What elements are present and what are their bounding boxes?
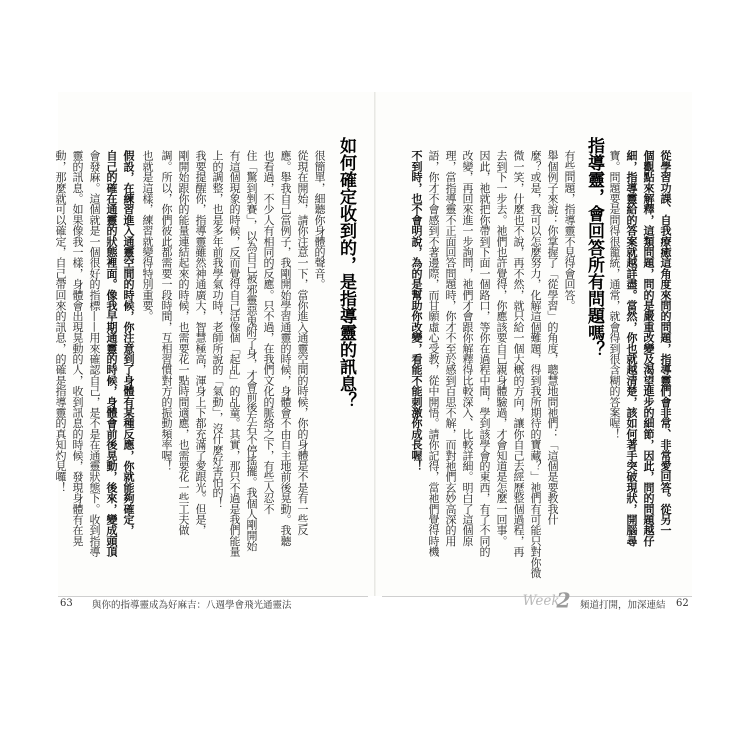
left-text-column: 應。舉我自己當例子，我剛開始學習通靈的時候，身體會不由自主地前後晃動。我聽 [279,150,292,546]
left-text-column: 也就是這樣，練習就變得特別重要。 [141,150,154,322]
right-text-column: 麼？或是，我可以怎麼努力，化解這個難題，得到我所期待的寶藏？」祂們有可能只對你微 [529,150,542,579]
right-text-column: 理，當指導靈不正面回答問題時，你才不至於感到百思不解，而對祂們玄妙高深的用 [444,150,457,546]
left-text-column: 剛開始跟你的能量連結起來的時候，也需要花一點時間適應，也需要花一些工夫做 [177,150,190,536]
right-text-column: 舉個例子來說：你掌握了「從學習」的角度，聰慧地問祂們：「這個是要教我什 [546,150,559,525]
right-text-column: 有些問題，指導靈不見得會回答。 [563,150,576,311]
right-text-column: 從學習功課、自我療癒這角度來問的問題，指導靈們會非常、非常愛回答。從另一 [659,150,672,536]
page-gutter [374,92,376,596]
week-number: 2 [556,589,571,611]
week-chapter-mark [518,589,578,611]
left-section-heading: 如何確定收到的，是指導靈的訊息？ [336,137,356,409]
right-text-column: 改變，再回來進一步詢問，祂們才會跟你解釋得比較深入、比較詳細。明白了這個原 [461,150,474,546]
right-text-column: 個觀點來解釋，這類問題，問的是嚴重改變及渴望進步的細節，因此，問的問題越仔 [642,150,655,546]
left-text-column: 自己的確在通靈的狀態裡面。像我早期通靈的時候，身體會前後晃動，後來，變成頭頂 [105,150,118,557]
right-section-heading: 指導靈，會回答所有問題嗎？ [584,137,604,358]
left-text-column: 有這個現象的時候，反而覺得自己活像個「起乩」的乩童。其實，那只不過是我們能量 [228,150,241,557]
right-text-column: 微一笑，什麼也不說，再不然，就只給一個大概的方向，讓你自己去經歷整個過程，再 [512,150,525,557]
left-running-title: 與你的指導靈成為好麻吉：八週學會飛光通靈法 [92,600,292,611]
right-text-column: 語，你才不會感到不著邊際，而甘願虛心受教，從中開悟。請你記得，當祂們覺得時機 [427,150,440,557]
left-text-column: 假設，在練習進入通靈空間的時候，你注意到了身體有某種反應，你就能夠確定， [122,150,135,536]
right-text-column: 因此，祂就把你帶到下面一個路口，等你在過程中間，學到該學會的東西，有了不同的 [478,150,491,557]
right-text-column: 寶。問題要是問得很籠統，通常，就會得到很含糊的答案喔！ [608,150,621,439]
left-text-column: 從現在開始，請你注意一下，當你進入通靈空間的時候，你的身體是不是有一些反 [296,150,309,536]
left-page-number: 63 [60,598,73,609]
left-text-column: 上的調整，也是多年前我學氣功時，老師所說的「氣動」，沒什麼好害怕的！ [211,150,224,509]
right-page-number: 62 [676,598,689,609]
left-text-column: 很簡單，細聽你身體的聲音。 [313,150,326,290]
right-text-column: 不到時，也不會明說，為的是幫助你改變，看能不能刺激你成長喔！ [410,150,423,472]
left-text-column: 會發麻。這個就是一個很好的指標——用來確認自己，是不是在通靈狀態下。收到指導 [88,150,101,557]
left-text-column: 動，那麼就可以確定，自己帶回來的訊息，的確是指導靈的真知灼見囉！ [54,150,67,493]
right-running-title: 頻道打開，加深連結 [580,600,666,611]
left-text-column: 我要提醒你，指導靈雖然神通廣大，智慧極高，渾身上下都充滿了愛跟光。但是， [194,150,207,536]
left-text-column: 也看過，不少人有相同的反應。只不過，在我們文化的脈絡之下，有些人忍不 [262,150,275,514]
left-text-column: 靈的訊息。如果像我一樣，身體會出現晃動的人，收到訊息的時候，發現身體有在晃 [71,150,84,546]
week-label: Week [522,593,560,610]
right-text-column: 細，指導靈給的答案就越詳盡。當然，你也就越清楚，該如何著手突破現狀，開腦尋 [625,150,638,546]
left-text-column: 住「驚到剉賽」，以為自己被邪靈惡鬼附了身，才會前後左右不停搖擺。我個人剛開始 [245,150,258,552]
right-text-column: 去到下一步去。祂們也許覺得，你應該要自己親身體驗過，才會知道是怎麼一回事。 [495,150,508,546]
left-text-column: 調。所以，你們彼此都需要一段時間，互相習慣對方的振動頻率喔！ [160,150,173,472]
